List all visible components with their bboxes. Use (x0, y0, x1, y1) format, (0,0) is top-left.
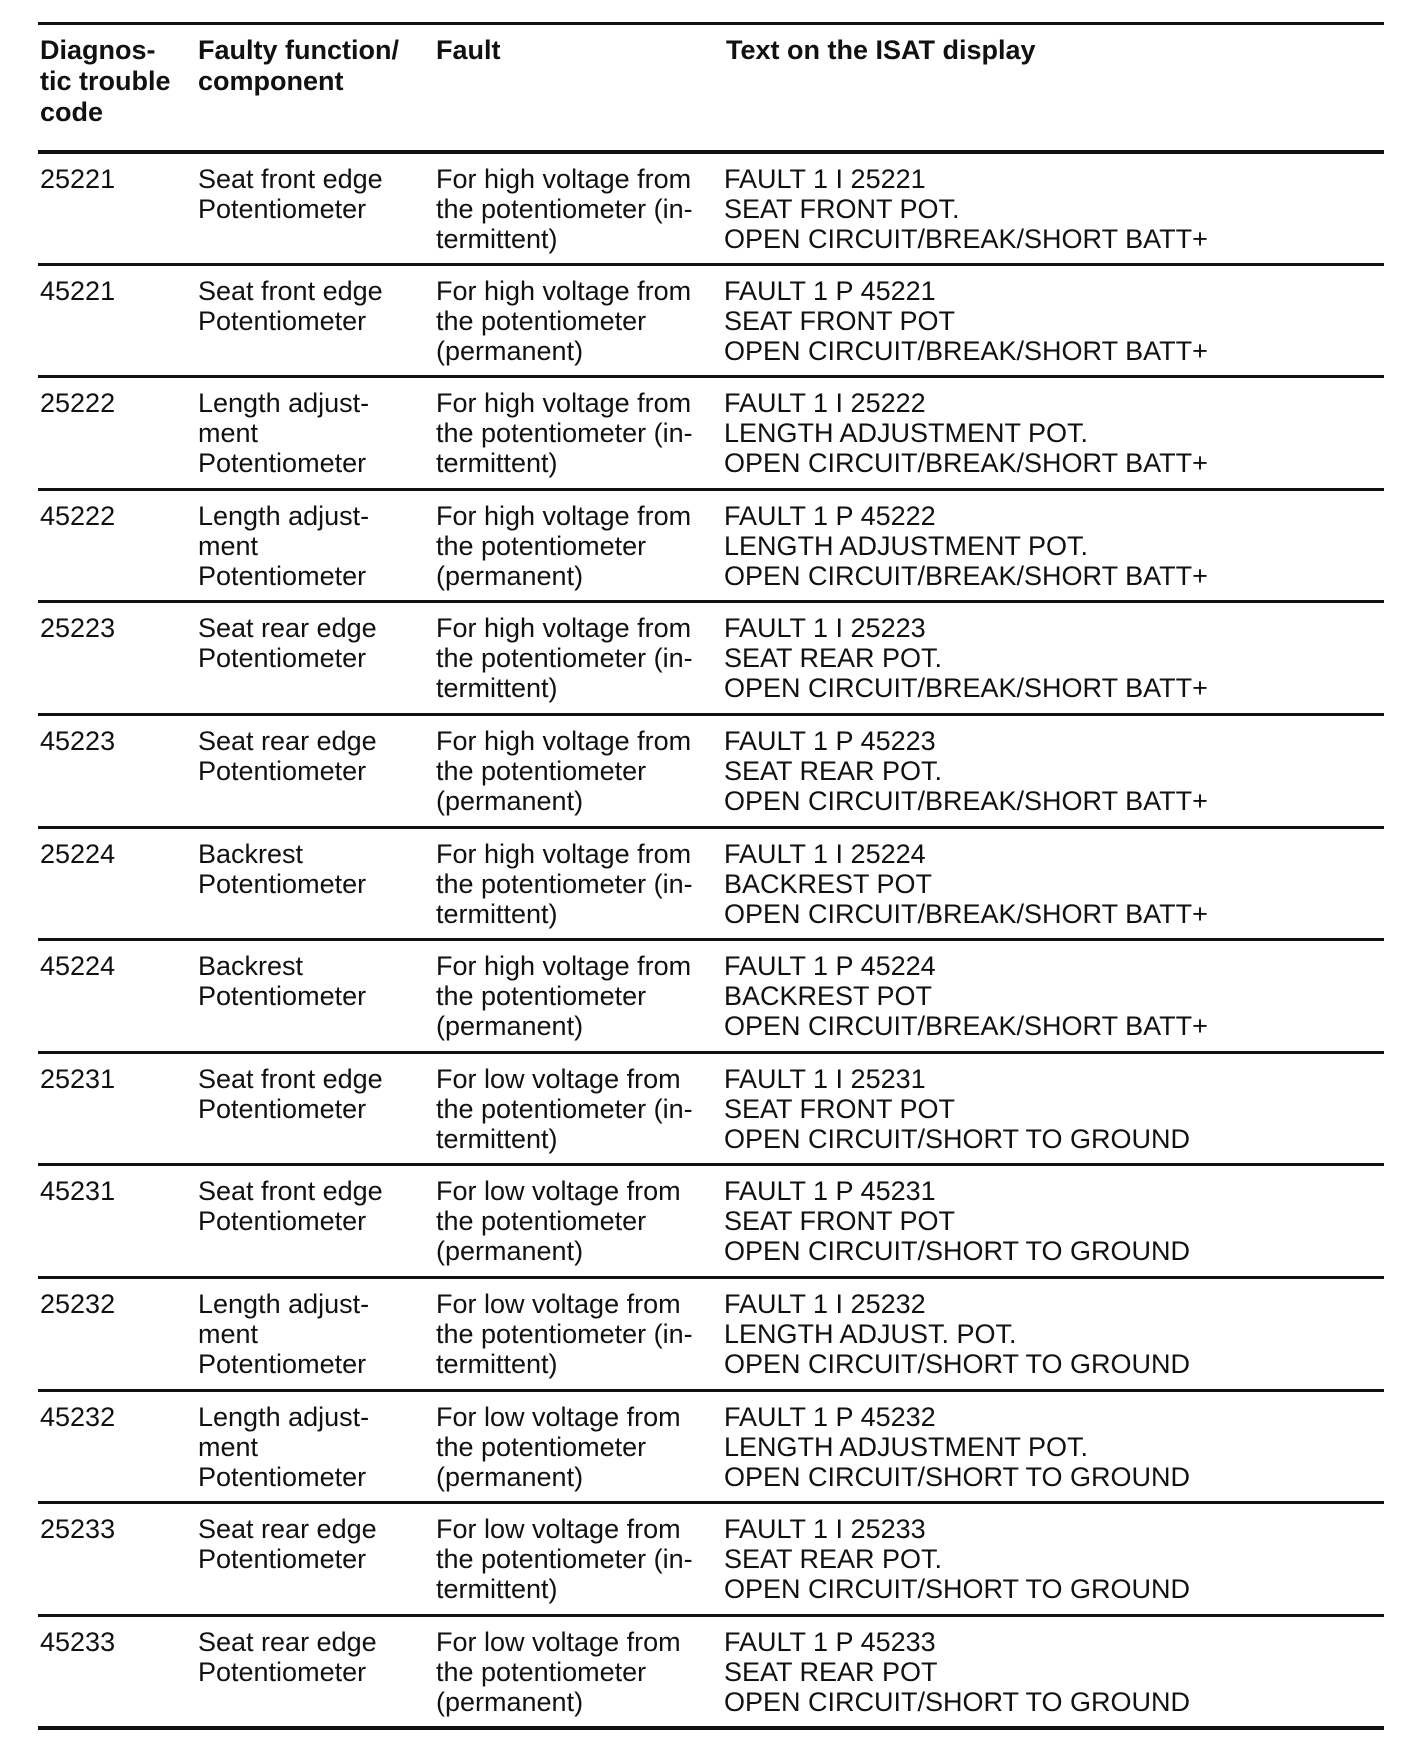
cell-isat: FAULT 1 I 25223 SEAT REAR POT. OPEN CIRCUIT/BREAK/SHORT BATT+ (724, 613, 1208, 704)
cell-function: Seat front edge Potentiometer (198, 1063, 383, 1124)
cell-function: Seat rear edge Potentiometer (198, 725, 377, 786)
cell-function: Backrest Potentiometer (198, 951, 367, 1012)
table-row (38, 827, 1384, 940)
cell-isat: FAULT 1 I 25222 LENGTH ADJUSTMENT POT. OPEN CIRCUIT/BREAK/SHORT BATT+ (724, 388, 1208, 479)
cell-code: 45231 (40, 1176, 116, 1207)
cell-isat: FAULT 1 I 25224 BACKREST POT OPEN CIRCUIT/BREAK/SHORT BATT+ (724, 838, 1208, 929)
cell-fault: For high voltage from the potentiometer (in- termittent) (436, 613, 693, 704)
table-row (38, 152, 1384, 265)
cell-function: Seat front edge Potentiometer (198, 163, 383, 224)
cell-isat: FAULT 1 P 45224 BACKREST POT OPEN CIRCUIT/BREAK/SHORT BATT+ (724, 951, 1208, 1042)
cell-function: Length adjust- ment Potentiometer (198, 388, 370, 479)
header-row (38, 24, 1384, 152)
cell-function: Length adjust- ment Potentiometer (198, 1401, 370, 1492)
cell-code: 45221 (40, 275, 116, 306)
cell-fault: For high voltage from the potentiometer (permanent) (436, 725, 692, 816)
cell-code: 45223 (40, 725, 116, 756)
cell-fault: For high voltage from the potentiometer (in- termittent) (436, 163, 693, 254)
table-body (38, 152, 1384, 1728)
table-row (38, 1503, 1384, 1616)
cell-isat: FAULT 1 I 25231 SEAT FRONT POT OPEN CIRCUIT/SHORT TO GROUND (724, 1063, 1191, 1154)
cell-isat: FAULT 1 P 45233 SEAT REAR POT OPEN CIRCUIT/SHORT TO GROUND (724, 1626, 1191, 1717)
cell-code: 25224 (40, 838, 116, 869)
table-row (38, 602, 1384, 715)
cell-isat: FAULT 1 P 45232 LENGTH ADJUSTMENT POT. OPEN CIRCUIT/SHORT TO GROUND (724, 1401, 1191, 1492)
table-row (38, 1390, 1384, 1503)
cell-isat: FAULT 1 I 25233 SEAT REAR POT. OPEN CIRCUIT/SHORT TO GROUND (724, 1514, 1191, 1605)
cell-code: 45233 (40, 1626, 116, 1657)
cell-code: 45224 (40, 951, 116, 982)
header-function: Faulty function/ component (198, 35, 399, 96)
cell-function: Seat rear edge Potentiometer (198, 613, 377, 674)
cell-isat: FAULT 1 I 25232 LENGTH ADJUST. POT. OPEN CIRCUIT/SHORT TO GROUND (724, 1288, 1191, 1379)
cell-isat: FAULT 1 P 45231 SEAT FRONT POT OPEN CIRCUIT/SHORT TO GROUND (724, 1176, 1191, 1267)
cell-fault: For low voltage from the potentiometer (permanent) (436, 1176, 681, 1267)
cell-fault: For low voltage from the potentiometer (in- termittent) (436, 1288, 693, 1379)
cell-code: 25223 (40, 613, 116, 644)
cell-fault: For high voltage from the potentiometer (permanent) (436, 500, 692, 591)
cell-fault: For high voltage from the potentiometer (in- termittent) (436, 838, 693, 929)
cell-fault: For high voltage from the potentiometer (permanent) (436, 951, 692, 1042)
cell-code: 45222 (40, 500, 116, 531)
cell-fault: For high voltage from the potentiometer (permanent) (436, 275, 692, 366)
table-row (38, 489, 1384, 602)
document-page (38, 22, 1384, 1730)
cell-isat: FAULT 1 I 25221 SEAT FRONT POT. OPEN CIRCUIT/BREAK/SHORT BATT+ (724, 163, 1208, 254)
cell-function: Seat rear edge Potentiometer (198, 1514, 377, 1575)
cell-code: 25233 (40, 1514, 116, 1545)
cell-function: Backrest Potentiometer (198, 838, 367, 899)
cell-isat: FAULT 1 P 45221 SEAT FRONT POT OPEN CIRCUIT/BREAK/SHORT BATT+ (724, 275, 1208, 366)
table-row (38, 940, 1384, 1053)
table-row (38, 377, 1384, 490)
cell-function: Seat front edge Potentiometer (198, 1176, 383, 1237)
cell-code: 25231 (40, 1063, 116, 1094)
table-row (38, 264, 1384, 377)
table-row (38, 1052, 1384, 1165)
header-fault: Fault (436, 35, 501, 65)
table-row (38, 714, 1384, 827)
cell-fault: For low voltage from the potentiometer (in- termittent) (436, 1063, 693, 1154)
table-header (38, 24, 1384, 152)
header-code: Diagnos- tic trouble code (40, 35, 171, 127)
table-row (38, 1615, 1384, 1728)
dtc-table (38, 22, 1384, 1730)
cell-function: Seat rear edge Potentiometer (198, 1626, 377, 1687)
cell-isat: FAULT 1 P 45223 SEAT REAR POT. OPEN CIRCUIT/BREAK/SHORT BATT+ (724, 725, 1208, 816)
cell-fault: For low voltage from the potentiometer (permanent) (436, 1401, 681, 1492)
cell-function: Seat front edge Potentiometer (198, 275, 383, 336)
cell-fault: For low voltage from the potentiometer (permanent) (436, 1626, 681, 1717)
cell-code: 25222 (40, 388, 116, 419)
table-row (38, 1277, 1384, 1390)
table-row (38, 1165, 1384, 1278)
cell-fault: For low voltage from the potentiometer (in- termittent) (436, 1514, 693, 1605)
cell-isat: FAULT 1 P 45222 LENGTH ADJUSTMENT POT. OPEN CIRCUIT/BREAK/SHORT BATT+ (724, 500, 1208, 591)
cell-fault: For high voltage from the potentiometer (in- termittent) (436, 388, 693, 479)
cell-function: Length adjust- ment Potentiometer (198, 500, 370, 591)
cell-code: 25221 (40, 163, 116, 194)
cell-function: Length adjust- ment Potentiometer (198, 1288, 370, 1379)
cell-code: 25232 (40, 1288, 116, 1319)
cell-code: 45232 (40, 1401, 116, 1432)
header-isat: Text on the ISAT display (726, 35, 1036, 65)
